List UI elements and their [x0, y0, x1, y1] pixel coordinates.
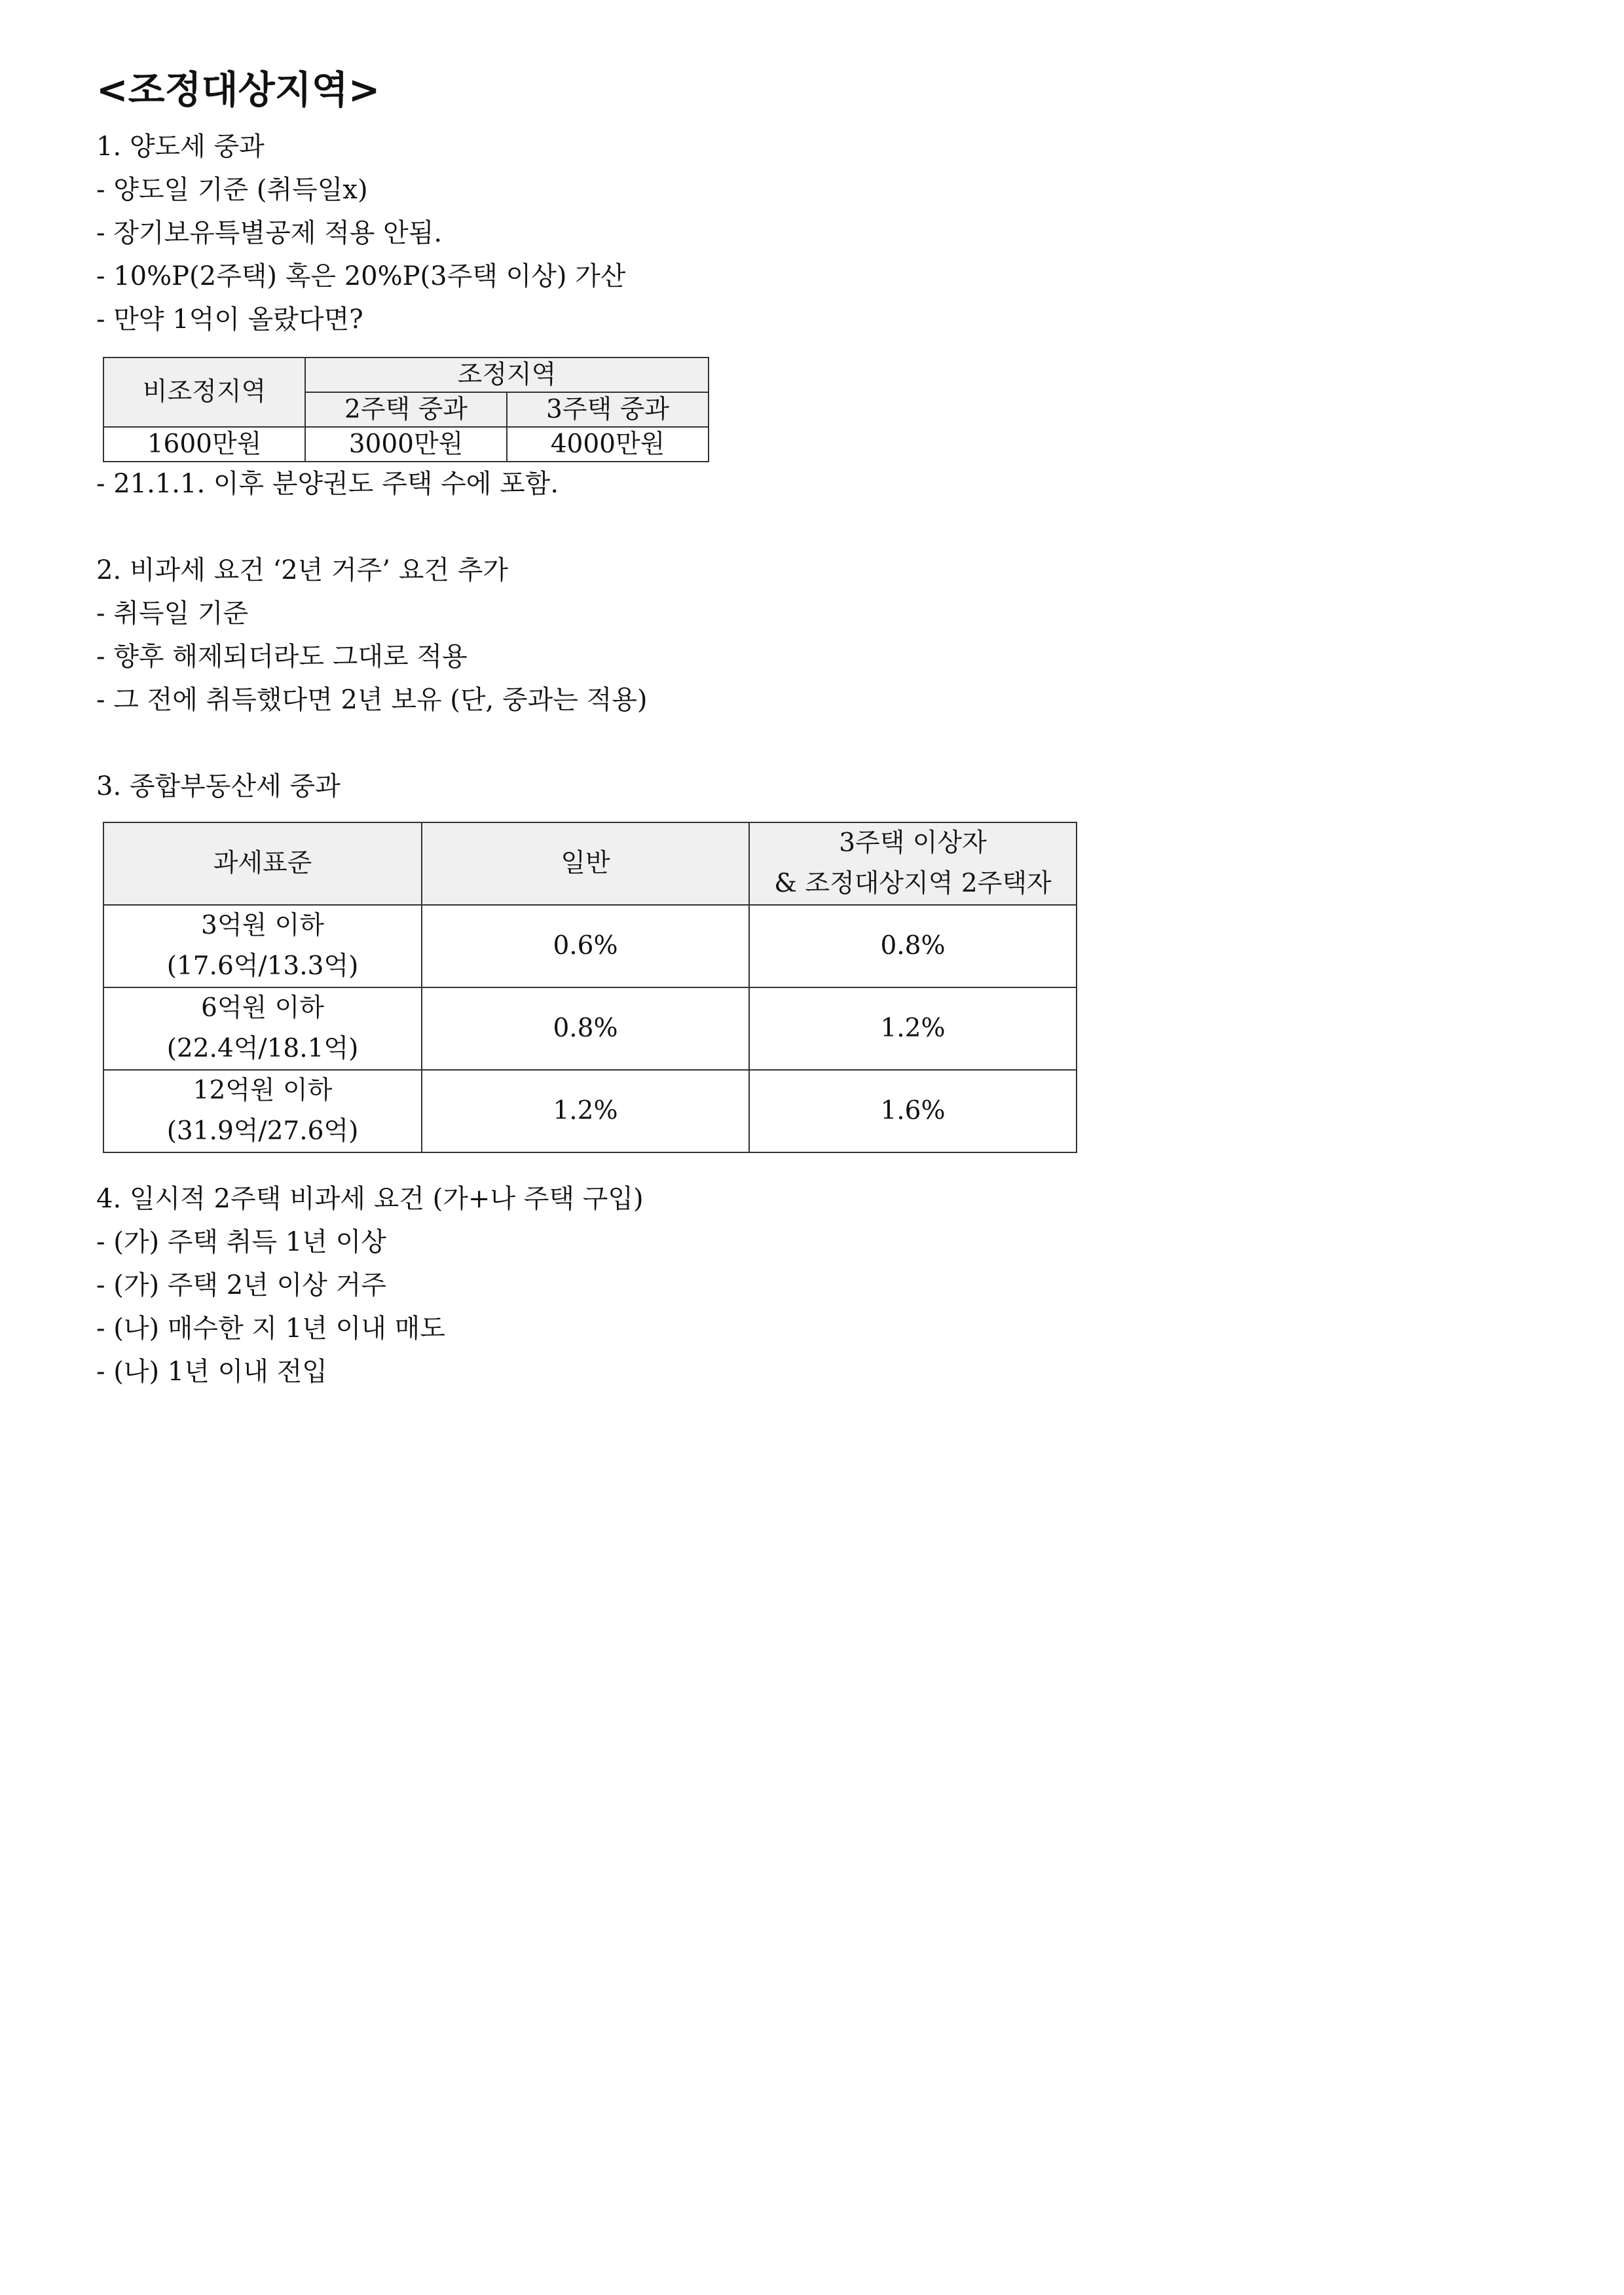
section1-line: - 양도일 기준 (취득일x) — [96, 175, 368, 205]
header-2house: 2주택 중과 — [305, 392, 507, 427]
header-multi-house — [749, 822, 1077, 905]
section4-line: - (가) 주택 2년 이상 거주 — [96, 1270, 386, 1300]
tax-base-line1: 3억원 이하 — [201, 911, 324, 940]
section3-heading: 3. 종합부동산세 중과 — [96, 771, 341, 801]
section1-heading: 1. 양도세 중과 — [96, 132, 265, 162]
header-multi-house-line2: & 조정대상지역 2주택자 — [774, 869, 1052, 898]
section2-line: - 취득일 기준 — [96, 598, 249, 629]
header-multi-house-line1: 3주택 이상자 — [839, 828, 987, 858]
section2-heading: 2. 비과세 요건 ‘2년 거주’ 요건 추가 — [96, 555, 509, 585]
section1-note: - 21.1.1. 이후 분양권도 주택 수에 포함. — [96, 469, 559, 499]
section4-line: - (나) 1년 이내 전입 — [96, 1357, 327, 1387]
section4-line: - (나) 매수한 지 1년 이내 매도 — [96, 1313, 445, 1344]
tax-base-line2: (22.4억/18.1억) — [166, 1034, 359, 1063]
section1-line: - 장기보유특별공제 적용 안됨. — [96, 218, 443, 248]
section2-line: - 그 전에 취득했다면 2년 보유 (단, 중과는 적용) — [96, 685, 648, 715]
tax-base-line1: 12억원 이하 — [193, 1076, 333, 1105]
section4-heading: 4. 일시적 2주택 비과세 요건 (가+나 주택 구입) — [96, 1184, 644, 1214]
header-tax-base: 과세표준 — [103, 822, 422, 905]
general-rate-cell: 0.6% — [422, 905, 749, 987]
section4-line: - (가) 주택 취득 1년 이상 — [96, 1227, 386, 1257]
header-3house: 3주택 중과 — [507, 392, 709, 427]
property-tax-table — [103, 822, 1077, 1153]
table-cell: 3000만원 — [305, 427, 507, 462]
page-title: <조정대상지역> — [96, 67, 380, 112]
capital-gains-table — [103, 357, 709, 462]
table-cell: 1600만원 — [103, 427, 305, 462]
section1-line: - 만약 1억이 올랐다면? — [96, 304, 363, 335]
table-cell: 4000만원 — [507, 427, 709, 462]
general-rate-cell: 1.2% — [422, 1070, 749, 1152]
header-nonadjusted: 비조정지역 — [103, 358, 305, 427]
tax-base-cell — [103, 905, 422, 987]
multi-rate-cell: 0.8% — [749, 905, 1077, 987]
tax-base-line2: (17.6억/13.3억) — [166, 951, 359, 981]
header-adjusted: 조정지역 — [305, 358, 709, 392]
tax-base-line1: 6억원 이하 — [201, 993, 324, 1023]
tax-base-cell — [103, 987, 422, 1070]
multi-rate-cell: 1.6% — [749, 1070, 1077, 1152]
general-rate-cell: 0.8% — [422, 987, 749, 1070]
header-general: 일반 — [422, 822, 749, 905]
section2-line: - 향후 해제되더라도 그대로 적용 — [96, 642, 468, 672]
tax-base-line2: (31.9억/27.6억) — [166, 1116, 359, 1146]
section1-line: - 10%P(2주택) 혹은 20%P(3주택 이상) 가산 — [96, 261, 626, 291]
tax-base-cell — [103, 1070, 422, 1152]
multi-rate-cell: 1.2% — [749, 987, 1077, 1070]
